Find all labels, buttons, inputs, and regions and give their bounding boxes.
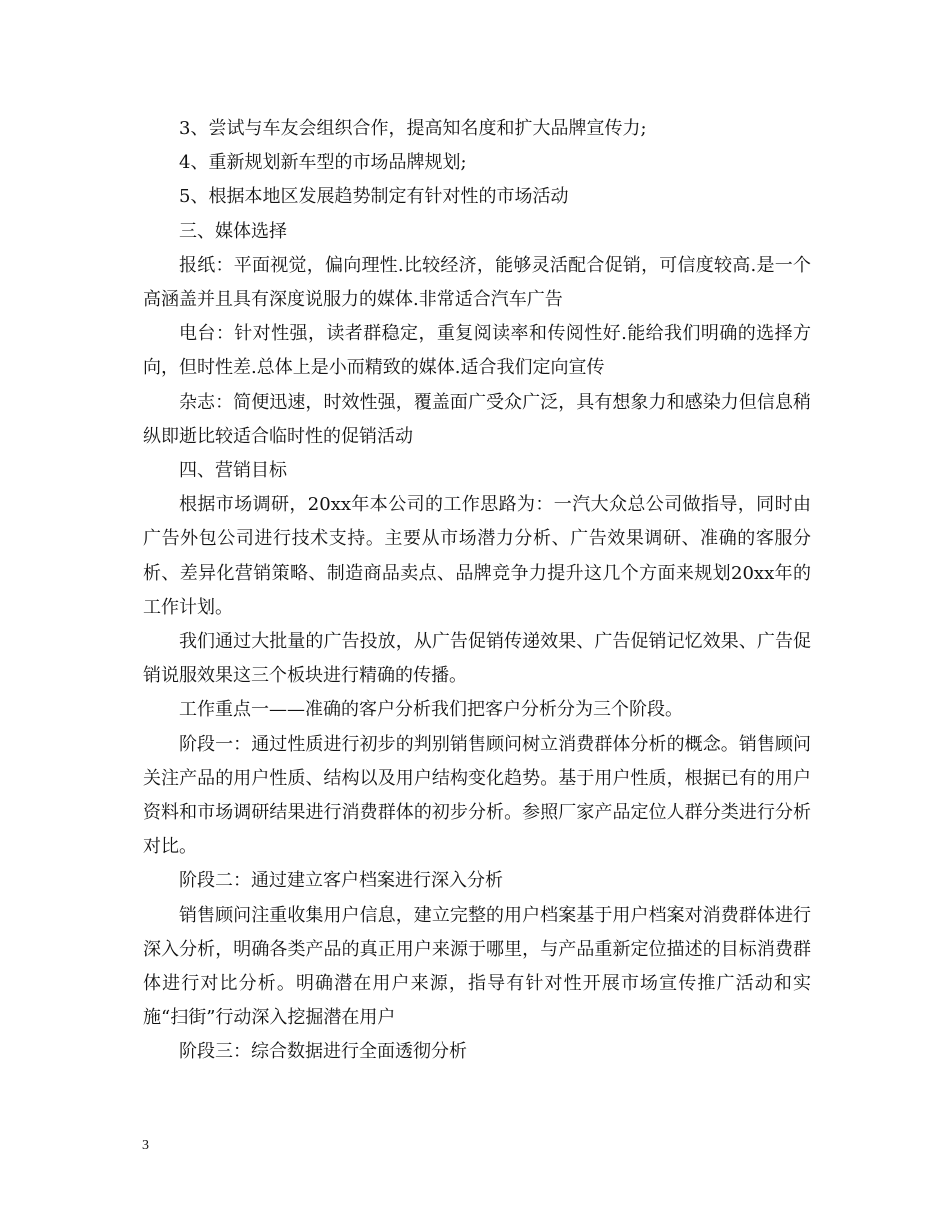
list-item-3: 3、尝试与车友会组织合作，提高知名度和扩大品牌宣传力;	[179, 118, 647, 139]
paragraph-focus-one: 工作重点一——准确的客户分析我们把客户分析分为三个阶段。	[179, 699, 683, 721]
section-heading-media-selection: 三、媒体选择	[179, 220, 287, 242]
paragraph-radio: 电台：针对性强，读者群稳定，重复阅读率和传阅性好.能给我们明确的选择方向，但时性差.总体上是小而精致的媒体.适合我们定向宣传	[143, 323, 811, 379]
paragraph-newspaper: 报纸：平面视觉，偏向理性.比较经济，能够灵活配合促销，可信度较高.是一个高涵盖并且具有深度说服力的媒体.非常适合汽车广告	[143, 254, 811, 311]
list-item-4: 4、重新规划新车型的市场品牌规划;	[179, 152, 467, 174]
paragraph-stage-two-title: 阶段二：通过建立客户档案进行深入分析	[179, 870, 503, 892]
document-body	[143, 112, 811, 1070]
section-heading-marketing-goals: 四、营销目标	[179, 460, 287, 482]
paragraph-magazine: 杂志：简便迅速，时效性强，覆盖面广受众广泛，具有想象力和感染力但信息稍纵即逝比较适合临时性的促销活动	[143, 391, 811, 447]
paragraph-stage-two-body: 销售顾问注重收集用户信息，建立完整的用户档案基于用户档案对消费群体进行深入分析，明确各类产品的真正用户来源于哪里，与产品重新定位描述的目标消费群体进行对比分析。明确潜在用户来源，指导有针对性开展市场宣传推广活动和实施“扫街”行动深入挖掘潜在用户	[143, 904, 811, 1029]
paragraph-advertising: 我们通过大批量的广告投放，从广告促销传递效果、广告促销记忆效果、广告促销说服效果这三个板块进行精确的传播。	[143, 631, 811, 687]
paragraph-stage-one: 阶段一：通过性质进行初步的判别销售顾问树立消费群体分析的概念。销售顾问关注产品的用户性质、结构以及用户结构变化趋势。基于用户性质，根据已有的用户资料和市场调研结果进行消费群体的初步分析。参照厂家产品定位人群分类进行分析对比。	[143, 733, 811, 858]
page-number: 3	[142, 1138, 149, 1153]
list-item-5: 5、根据本地区发展趋势制定有针对性的市场活动	[179, 186, 569, 208]
paragraph-stage-three-title: 阶段三：综合数据进行全面透彻分析	[179, 1041, 467, 1063]
paragraph-work-plan: 根据市场调研，20xx年本公司的工作思路为：一汽大众总公司做指导，同时由广告外包公司进行技术支持。主要从市场潜力分析、广告效果调研、准确的客服分析、差异化营销策略、制造商品卖点、品牌竞争力提升这几个方面来规划20xx年的工作计划。	[143, 494, 811, 618]
